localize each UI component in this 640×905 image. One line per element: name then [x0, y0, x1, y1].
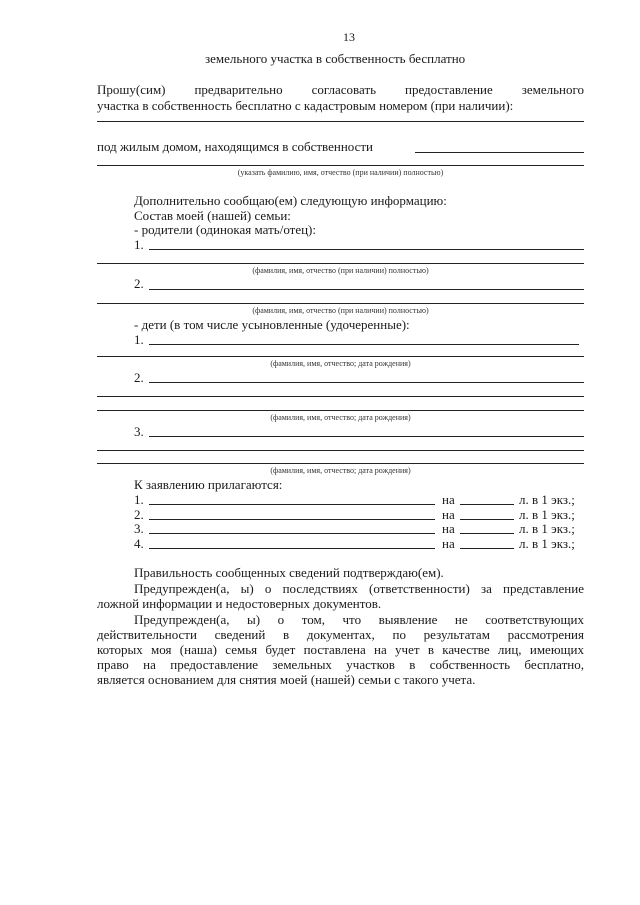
- attachment-num: 4.: [134, 536, 144, 551]
- request-line-1: Прошу(сим) предварительно согласовать предоставление земельного: [97, 82, 584, 97]
- attachments-label: К заявлению прилагаются:: [134, 477, 283, 492]
- attachment-pages-line: [460, 519, 514, 520]
- child-1-hint: (фамилия, имя, отчество; дата рождения): [270, 359, 411, 368]
- child-2-line-c: [97, 410, 584, 411]
- attachment-suffix: л. в 1 экз.;: [519, 492, 575, 507]
- child-3-line-b: [97, 450, 584, 451]
- parent-1-num: 1.: [134, 237, 144, 252]
- warning-2-line-4: право на предоставление земельных участков в собственность бесплатно,: [97, 657, 584, 672]
- attachment-na: на: [442, 492, 455, 507]
- attachment-suffix: л. в 1 экз.;: [519, 521, 575, 536]
- attachment-name-line: [149, 504, 435, 505]
- parent-2-line-b: [97, 303, 584, 304]
- attachment-pages-line: [460, 504, 514, 505]
- child-1-line-a: [149, 344, 579, 345]
- attachment-na: на: [442, 521, 455, 536]
- warning-2-line-3: которых моя (наша) семья будет поставлена на учет в качестве лиц, имеющих: [97, 642, 584, 657]
- warning-1-line-1: Предупрежден(а, ы) о последствиях (ответственности) за представление: [134, 581, 584, 596]
- child-2-line-a: [149, 382, 584, 383]
- form-heading: земельного участка в собственность бесплатно: [205, 51, 466, 66]
- child-3-line-a: [149, 436, 584, 437]
- attachment-num: 3.: [134, 521, 144, 536]
- attachment-suffix: л. в 1 экз.;: [519, 507, 575, 522]
- cadastral-number-line: [97, 121, 584, 122]
- parent-1-hint: (фамилия, имя, отчество (при наличии) полностью): [252, 266, 429, 275]
- attachment-na: на: [442, 536, 455, 551]
- attachment-pages-line: [460, 548, 514, 549]
- attachment-suffix: л. в 1 экз.;: [519, 536, 575, 551]
- warning-2-line-5: является основанием для снятия моей (нашей) семьи с такого учета.: [97, 672, 476, 687]
- attachment-na: на: [442, 507, 455, 522]
- page-number: 13: [343, 30, 355, 44]
- parent-2-line-a: [149, 289, 584, 290]
- owner-hint: (указать фамилию, имя, отчество (при наличии) полностью): [237, 168, 444, 177]
- children-label: - дети (в том числе усыновленные (удочеренные):: [134, 317, 410, 332]
- owner-line-1: [415, 152, 584, 153]
- attachment-name-line: [149, 533, 435, 534]
- parent-1-line-b: [97, 263, 584, 264]
- attachment-name-line: [149, 548, 435, 549]
- attachment-num: 1.: [134, 492, 144, 507]
- additional-info: Дополнительно сообщаю(ем) следующую информацию:: [134, 193, 447, 208]
- confirmation-text: Правильность сообщенных сведений подтверждаю(ем).: [134, 565, 444, 580]
- parent-2-num: 2.: [134, 276, 144, 291]
- child-1-num: 1.: [134, 332, 144, 347]
- warning-2-line-1: Предупрежден(а, ы) о том, что выявление не соответствующих: [134, 612, 584, 627]
- child-2-num: 2.: [134, 370, 144, 385]
- child-1-line-b: [97, 356, 584, 357]
- parents-label: - родители (одинокая мать/отец):: [134, 222, 316, 237]
- attachment-num: 2.: [134, 507, 144, 522]
- parent-1-line-a: [149, 249, 584, 250]
- house-label: под жилым домом, находящимся в собственности: [97, 139, 374, 154]
- owner-line-2: [97, 165, 584, 166]
- warning-2-line-2: действительности сведений в документах, по результатам рассмотрения: [97, 627, 584, 642]
- child-3-num: 3.: [134, 424, 144, 439]
- child-2-line-b: [97, 396, 584, 397]
- attachment-pages-line: [460, 533, 514, 534]
- warning-1-line-2: ложной информации и недостоверных документов.: [97, 596, 382, 611]
- child-2-hint: (фамилия, имя, отчество; дата рождения): [270, 413, 411, 422]
- parent-2-hint: (фамилия, имя, отчество (при наличии) полностью): [252, 306, 429, 315]
- request-line-2: участка в собственность бесплатно с кадастровым номером (при наличии):: [97, 98, 514, 113]
- child-3-hint: (фамилия, имя, отчество; дата рождения): [270, 466, 411, 475]
- attachment-name-line: [149, 519, 435, 520]
- family-composition: Состав моей (нашей) семьи:: [134, 208, 291, 223]
- child-3-line-c: [97, 463, 584, 464]
